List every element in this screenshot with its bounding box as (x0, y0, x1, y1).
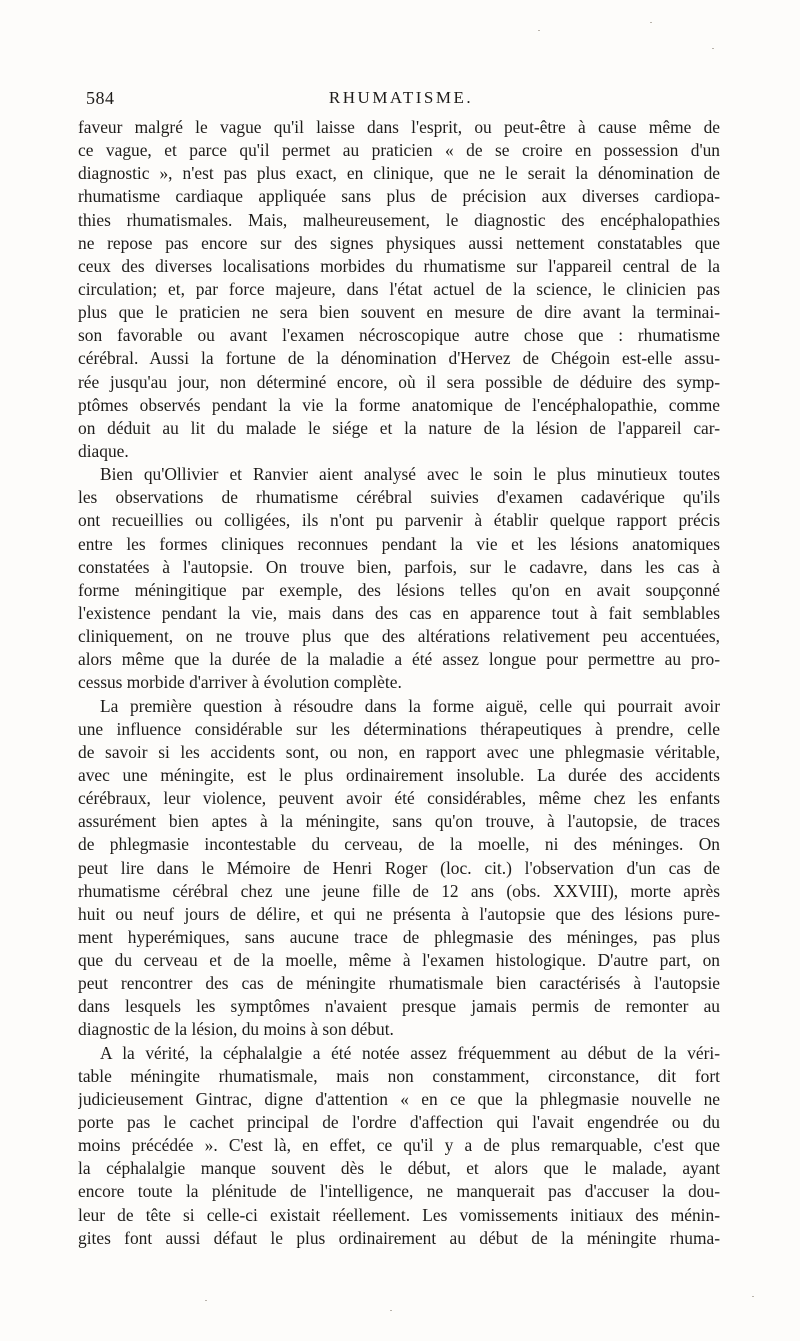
paragraph-end-line: diaque. (78, 440, 129, 461)
speck (752, 1296, 754, 1297)
text-line: huit ou neuf jours de délire, et qui ne présenta à l'autopsie que des lésions pure- (78, 903, 720, 924)
text-line: avec une méningite, est le plus ordinairement insoluble. La durée des accidents (78, 764, 720, 785)
text-line: table méningite rhumatismale, mais non constamment, circonstance, dit fort (78, 1065, 720, 1086)
running-title: RHUMATISME. (328, 88, 474, 107)
text-line: les observations de rhumatisme cérébral suivies d'examen cadavérique qu'ils (78, 487, 720, 508)
text-line: moins précédée ». C'est là, en effet, ce qu'il y a de plus remarquable, c'est que (78, 1135, 720, 1156)
text-line: ne repose pas encore sur des signes physiques aussi nettement constatables que (78, 232, 720, 253)
speck (205, 1300, 207, 1301)
speck (538, 30, 540, 31)
text-line: ce vague, et parce qu'il permet au praticien « de se croire en possession d'un (78, 140, 720, 161)
text-line: peut rencontrer des cas de méningite rhumatismale bien caractérisés à l'autopsie (78, 973, 720, 994)
text-line: de phlegmasie incontestable du cerveau, de la moelle, ni des méninges. On (78, 834, 720, 855)
text-line: de savoir si les accidents sont, ou non, en rapport avec une phlegmasie véritable, (78, 741, 720, 762)
paragraph-end-line: cessus morbide d'arriver à évolution complète. (78, 672, 402, 693)
text-line: cliniquement, on ne trouve plus que des altérations relativement peu accentuées, (78, 626, 720, 647)
speck (390, 1310, 392, 1311)
text-line: assurément bien aptes à la méningite, sans qu'on trouve, à l'autopsie, de traces (78, 811, 720, 832)
text-line: que du cerveau et de la moelle, même à l'examen histologique. D'autre part, on (78, 950, 720, 971)
text-line: ont recueillies ou colligées, ils n'ont pu parvenir à établir quelque rapport précis (78, 510, 720, 531)
text-line: son favorable ou avant l'examen nécroscopique autre chose que : rhumatisme (78, 325, 720, 346)
text-line: on déduit au lit du malade le siége et la nature de la lésion de l'appareil car- (78, 417, 720, 438)
speck (712, 48, 714, 49)
text-line: cérébral. Aussi la fortune de la dénomination d'Hervez de Chégoin est-elle assu- (78, 348, 720, 369)
text-line: gites font aussi défaut le plus ordinairement au début de la méningite rhuma- (78, 1227, 720, 1248)
text-line: ceux des diverses localisations morbides du rhumatisme sur l'appareil central de la (78, 255, 720, 276)
page-header (86, 88, 716, 112)
text-line: l'existence pendant la vie, mais dans des cas en apparence tout à fait semblables (78, 602, 720, 623)
text-line: rée jusqu'au jour, non déterminé encore, où il sera possible de déduire des symp- (78, 371, 720, 392)
text-line: cérébraux, leur violence, peuvent avoir été considérables, même chez les enfants (78, 788, 720, 809)
text-line: ment hyperémiques, sans aucune trace de phlegmasie des méninges, pas plus (78, 926, 720, 947)
text-line: rhumatisme cérébral chez une jeune fille de 12 ans (obs. XXVIII), morte après (78, 880, 720, 901)
text-line: ptômes observés pendant la vie la forme anatomique de l'encéphalopathie, comme (78, 394, 720, 415)
text-line: judicieusement Gintrac, digne d'attention « en ce que la phlegmasie nouvelle ne (78, 1088, 720, 1109)
paragraph-start-line: La première question à résoudre dans la forme aiguë, celle qui pourrait avoir (100, 695, 720, 716)
text-line: peut lire dans le Mémoire de Henri Roger (loc. cit.) l'observation d'un cas de (78, 857, 720, 878)
text-line: encore toute la plénitude de l'intelligence, ne manquerait pas d'accuser la dou- (78, 1181, 720, 1202)
text-line: diagnostic », n'est pas plus exact, en clinique, que ne le serait la dénomination de (78, 163, 720, 184)
text-line: constatées à l'autopsie. On trouve bien, parfois, sur le cadavre, dans les cas à (78, 556, 720, 577)
speck (650, 22, 652, 23)
page-number: 584 (86, 88, 115, 108)
text-line: forme méningitique par exemple, des lésions telles qu'on en avait soupçonné (78, 579, 720, 600)
text-line: porte pas le cachet principal de l'ordre d'affection qui l'avait engendrée ou du (78, 1112, 720, 1133)
text-line: dans lesquels les symptômes n'avaient presque jamais permis de remonter au (78, 996, 720, 1017)
paragraph-end-line: diagnostic de la lésion, du moins à son début. (78, 1019, 394, 1040)
text-line: alors même que la durée de la maladie a été assez longue pour permettre au pro- (78, 649, 720, 670)
paragraph-start-line: A la vérité, la céphalalgie a été notée assez fréquemment au début de la véri- (100, 1042, 720, 1063)
text-line: circulation; et, par force majeure, dans l'état actuel de la science, le clinicien pas (78, 278, 720, 299)
text-line: leur de tête si celle-ci existait réellement. Les vomissements initiaux des ménin- (78, 1204, 720, 1225)
text-line: thies rhumatismales. Mais, malheureusement, le diagnostic des encéphalopathies (78, 209, 720, 230)
text-line: rhumatisme cardiaque appliquée sans plus de précision aux diverses cardiopa- (78, 186, 720, 207)
body-text (78, 116, 720, 1250)
text-line: plus que le praticien ne sera bien souvent en mesure de dire avant la terminai- (78, 302, 720, 323)
paragraph-start-line: Bien qu'Ollivier et Ranvier aient analysé avec le soin le plus minutieux toutes (100, 464, 720, 485)
text-line: entre les formes cliniques reconnues pendant la vie et les lésions anatomiques (78, 533, 720, 554)
text-line: faveur malgré le vague qu'il laisse dans l'esprit, ou peut-être à cause même de (78, 117, 720, 137)
text-line: une influence considérable sur les déterminations thérapeutiques à prendre, celle (78, 718, 720, 739)
text-line: la céphalalgie manque souvent dès le début, et alors que le malade, ayant (78, 1158, 720, 1179)
